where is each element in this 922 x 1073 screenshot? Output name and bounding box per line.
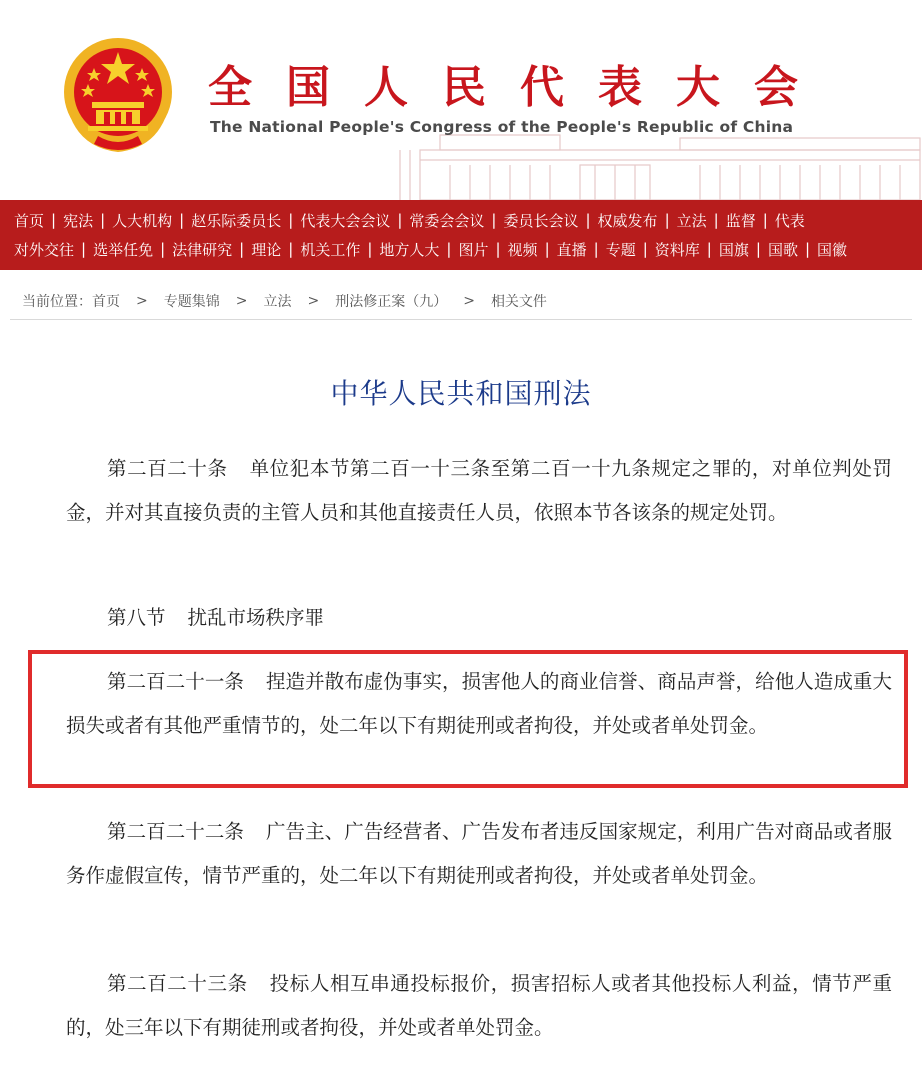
- nav-item-topics[interactable]: 专题: [605, 240, 636, 259]
- nav-item-npc-organs[interactable]: 人大机构: [112, 211, 173, 230]
- nav-separator: |: [397, 211, 403, 229]
- breadcrumb-item-related-files[interactable]: 相关文件: [490, 294, 547, 310]
- nav-item-video[interactable]: 视频: [507, 240, 538, 259]
- breadcrumb-arrow-icon: >: [136, 293, 148, 309]
- article-text: 投标人相互串通投标报价，损害招标人或者其他投标人利益，情节严重的，处三年以下有期徒刑或者拘役，并处或者单处罚金。: [66, 972, 892, 1039]
- article-number: 第二百二十三条: [107, 972, 248, 995]
- nav-separator: |: [593, 240, 599, 258]
- nav-separator: |: [446, 240, 452, 258]
- nav-separator: |: [585, 211, 591, 229]
- article-text: 广告主、广告经营者、广告发布者违反国家规定，利用广告对商品或者服务作虚假宣传，情节严重的，处二年以下有期徒刑或者拘役，并处或者单处罚金。: [66, 820, 892, 887]
- nav-separator: |: [288, 211, 294, 229]
- nav-separator: |: [51, 211, 57, 229]
- nav-item-chairman[interactable]: 赵乐际委员长: [191, 211, 282, 230]
- breadcrumb: [22, 290, 547, 312]
- nav-separator: |: [367, 240, 373, 258]
- nav-item-national-anthem[interactable]: 国歌: [767, 240, 798, 259]
- article-text: 单位犯本节第二百一十三条至第二百一十九条规定之罪的，对单位判处罚金，并对其直接负责的主管人员和其他直接责任人员，依照本节各该条的规定处罚。: [66, 457, 892, 524]
- article-number: 第二百二十二条: [107, 820, 244, 843]
- nav-separator: |: [664, 211, 670, 229]
- nav-separator: |: [160, 240, 166, 258]
- breadcrumb-arrow-icon: >: [307, 293, 320, 309]
- nav-separator: |: [804, 240, 811, 258]
- nav-separator: |: [239, 240, 245, 258]
- nav-item-constitution[interactable]: 宪法: [63, 211, 94, 230]
- nav-separator: |: [713, 211, 719, 229]
- article-paragraph-highlighted: [66, 660, 892, 748]
- nav-item-deputies[interactable]: 代表: [774, 211, 805, 230]
- site-title-cn: 全国人民代表大会: [208, 62, 832, 113]
- nav-row-1: [14, 206, 914, 234]
- nav-item-chairmen-council[interactable]: 委员长会议: [503, 211, 579, 230]
- breadcrumb-item-home[interactable]: 首页: [92, 294, 120, 310]
- breadcrumb-item-amendment[interactable]: 刑法修正案（九）: [335, 294, 448, 310]
- nav-separator: |: [762, 211, 768, 229]
- nav-separator: |: [100, 211, 106, 229]
- nav-separator: |: [81, 240, 87, 258]
- national-emblem-icon: [62, 36, 174, 156]
- nav-item-national-emblem[interactable]: 国徽: [817, 240, 848, 259]
- nav-separator: |: [642, 240, 648, 258]
- article-title: 中华人民共和国刑法: [330, 377, 592, 410]
- nav-item-legislation[interactable]: 立法: [676, 211, 707, 230]
- section-number: 第八节: [107, 606, 166, 629]
- breadcrumb-label: 当前位置：: [22, 294, 92, 310]
- nav-item-legal-research[interactable]: 法律研究: [172, 240, 233, 259]
- breadcrumb-divider: [10, 319, 912, 320]
- nav-separator: |: [706, 240, 712, 258]
- nav-separator: |: [755, 240, 761, 258]
- nav-separator: |: [544, 240, 550, 258]
- nav-row-2: [14, 235, 914, 263]
- nav-item-supervision[interactable]: 监督: [725, 211, 756, 230]
- nav-separator: |: [179, 211, 185, 229]
- article-text: 捏造并散布虚伪事实，损害他人的商业信誉、商品声誉，给他人造成重大损失或者有其他严重情节的，处二年以下有期徒刑或者拘役，并处或者单处罚金。: [66, 670, 892, 737]
- nav-item-foreign-affairs[interactable]: 对外交往: [14, 240, 75, 259]
- section-heading: [66, 596, 892, 640]
- breadcrumb-item-legislation[interactable]: 立法: [263, 294, 292, 310]
- site-title-en: The National People's Congress of the People's Republic of China: [210, 118, 794, 136]
- nav-item-congress-sessions[interactable]: 代表大会会议: [300, 211, 391, 230]
- nav-separator: |: [495, 240, 501, 258]
- nav-item-standing-committee[interactable]: 常委会会议: [409, 211, 485, 230]
- main-nav: [0, 200, 922, 270]
- article-number: 第二百二十条: [107, 457, 228, 480]
- nav-item-office-work[interactable]: 机关工作: [300, 240, 361, 259]
- nav-item-releases[interactable]: 权威发布: [597, 211, 658, 230]
- nav-separator: |: [491, 211, 497, 229]
- nav-item-home[interactable]: 首页: [14, 211, 45, 230]
- article-paragraph: [66, 447, 892, 535]
- nav-separator: |: [288, 240, 294, 258]
- nav-item-national-flag[interactable]: 国旗: [718, 240, 749, 259]
- nav-item-theory[interactable]: 理论: [251, 240, 282, 259]
- breadcrumb-arrow-icon: >: [463, 293, 475, 309]
- nav-item-database[interactable]: 资料库: [654, 240, 700, 259]
- breadcrumb-item-topics[interactable]: 专题集锦: [163, 294, 220, 310]
- article-paragraph: [66, 962, 892, 1050]
- nav-item-live[interactable]: 直播: [556, 240, 587, 259]
- nav-item-photos[interactable]: 图片: [458, 240, 489, 259]
- article-paragraph: [66, 810, 892, 898]
- nav-item-elections[interactable]: 选举任免: [93, 240, 154, 259]
- nav-item-local-congress[interactable]: 地方人大: [379, 240, 440, 259]
- article-number: 第二百二十一条: [107, 670, 244, 693]
- breadcrumb-arrow-icon: >: [235, 293, 248, 309]
- site-header: [0, 0, 922, 200]
- section-title: 扰乱市场秩序罪: [187, 606, 325, 629]
